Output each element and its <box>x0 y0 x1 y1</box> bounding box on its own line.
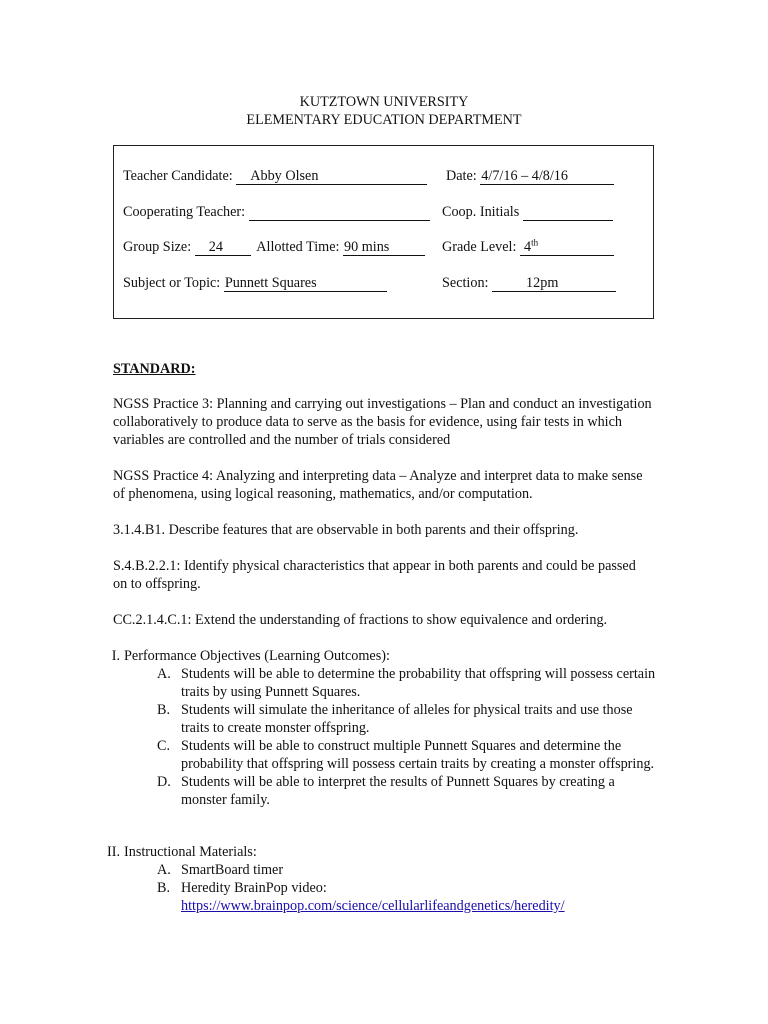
list-item <box>157 737 657 773</box>
objectives-section <box>96 647 656 809</box>
grade-level-row <box>442 239 614 256</box>
grade-level-label: Grade Level: <box>442 239 517 255</box>
list-item <box>157 879 657 915</box>
teacher-candidate-value: Abby Olsen <box>250 168 319 184</box>
item-text: Students will be able to construct multiple Punnett Squares and determine the probability that offspring will possess certain traits by creating a monster offspring. <box>181 738 655 772</box>
department-name: ELEMENTARY EDUCATION DEPARTMENT <box>246 112 522 128</box>
item-text: Students will be able to determine the probability that offspring will possess certain traits by using Punnett Squares. <box>181 666 656 700</box>
standard-paragraph: NGSS Practice 4: Analyzing and interpreting data – Analyze and interpret data to make sense of phenomena, using logical reasoning, mathematics, and/or computation. <box>113 468 643 502</box>
cooperating-teacher-row <box>123 204 430 221</box>
coop-initials-row <box>442 204 613 221</box>
standard-paragraph: S.4.B.2.2.1: Identify physical characteristics that appear in both parents and could be passed on to offspring. <box>113 558 636 592</box>
grade-level-suffix: th <box>531 237 539 248</box>
section-field <box>492 276 616 292</box>
standard-heading: STANDARD: <box>113 361 196 377</box>
standard-paragraph: CC.2.1.4.C.1: Extend the understanding of fractions to show equivalence and ordering. <box>113 612 608 628</box>
standard-paragraph: 3.1.4.B1. Describe features that are observable in both parents and their offspring. <box>113 522 579 538</box>
item-letter: B. <box>157 880 171 896</box>
group-size-field <box>195 240 251 256</box>
item-letter: C. <box>157 738 171 754</box>
allotted-time-field <box>343 240 425 256</box>
materials-section <box>96 843 656 915</box>
group-size-label: Group Size: <box>123 239 192 255</box>
item-text: Students will be able to interpret the results of Punnett Squares by creating a monster family. <box>181 774 615 808</box>
item-text: Heredity BrainPop video: <box>181 880 327 896</box>
allotted-time-value: 90 mins <box>343 239 390 255</box>
teacher-candidate-row <box>123 168 427 185</box>
date-label: Date: <box>446 168 477 184</box>
date-row <box>446 168 614 185</box>
grade-level-value: 4 <box>524 239 532 255</box>
document-header <box>0 93 768 129</box>
cooperating-teacher-field <box>249 205 430 221</box>
item-letter: B. <box>157 702 171 718</box>
standard-paragraph: NGSS Practice 3: Planning and carrying out investigations – Plan and conduct an investigation collaboratively to produce data to serve as the basis for evidence, using fair tests in which variables are controlled and the number of trials considered <box>113 396 652 448</box>
lesson-info-box <box>113 145 654 319</box>
subject-value: Punnett Squares <box>224 275 317 291</box>
teacher-candidate-field <box>236 169 427 185</box>
item-text: Students will simulate the inheritance of alleles for physical traits and use those traits to create monster offspring. <box>181 702 633 736</box>
teacher-candidate-label: Teacher Candidate: <box>123 168 233 184</box>
group-size-row <box>123 239 425 256</box>
allotted-time-label: Allotted Time: <box>256 239 340 255</box>
brainpop-link[interactable]: https://www.brainpop.com/science/cellularlifeandgenetics/heredity/ <box>181 898 565 914</box>
item-text: SmartBoard timer <box>181 862 284 878</box>
materials-title: Instructional Materials: <box>124 844 257 860</box>
item-letter: A. <box>157 862 171 878</box>
objectives-title: Performance Objectives (Learning Outcomes): <box>124 648 390 664</box>
date-field <box>480 169 614 185</box>
coop-initials-value <box>523 204 527 220</box>
objectives-numeral: I. <box>111 648 120 664</box>
section-value: 12pm <box>526 275 559 291</box>
university-name: KUTZTOWN UNIVERSITY <box>299 94 469 110</box>
subject-row <box>123 275 387 292</box>
item-letter: D. <box>157 774 171 790</box>
standard-section <box>113 360 653 647</box>
list-item <box>157 701 657 737</box>
section-row <box>442 275 616 292</box>
cooperating-teacher-value <box>249 204 253 220</box>
list-item <box>157 861 657 879</box>
section-label: Section: <box>442 275 489 291</box>
coop-initials-label: Coop. Initials <box>442 204 520 220</box>
item-letter: A. <box>157 666 171 682</box>
subject-label: Subject or Topic: <box>123 275 221 291</box>
coop-initials-field <box>523 205 613 221</box>
list-item <box>157 773 657 809</box>
date-value: 4/7/16 – 4/8/16 <box>481 168 568 184</box>
grade-level-field <box>520 237 614 256</box>
subject-field <box>224 276 387 292</box>
materials-numeral: II. <box>107 844 120 860</box>
cooperating-teacher-label: Cooperating Teacher: <box>123 204 246 220</box>
group-size-value: 24 <box>208 239 223 255</box>
list-item <box>157 665 657 701</box>
